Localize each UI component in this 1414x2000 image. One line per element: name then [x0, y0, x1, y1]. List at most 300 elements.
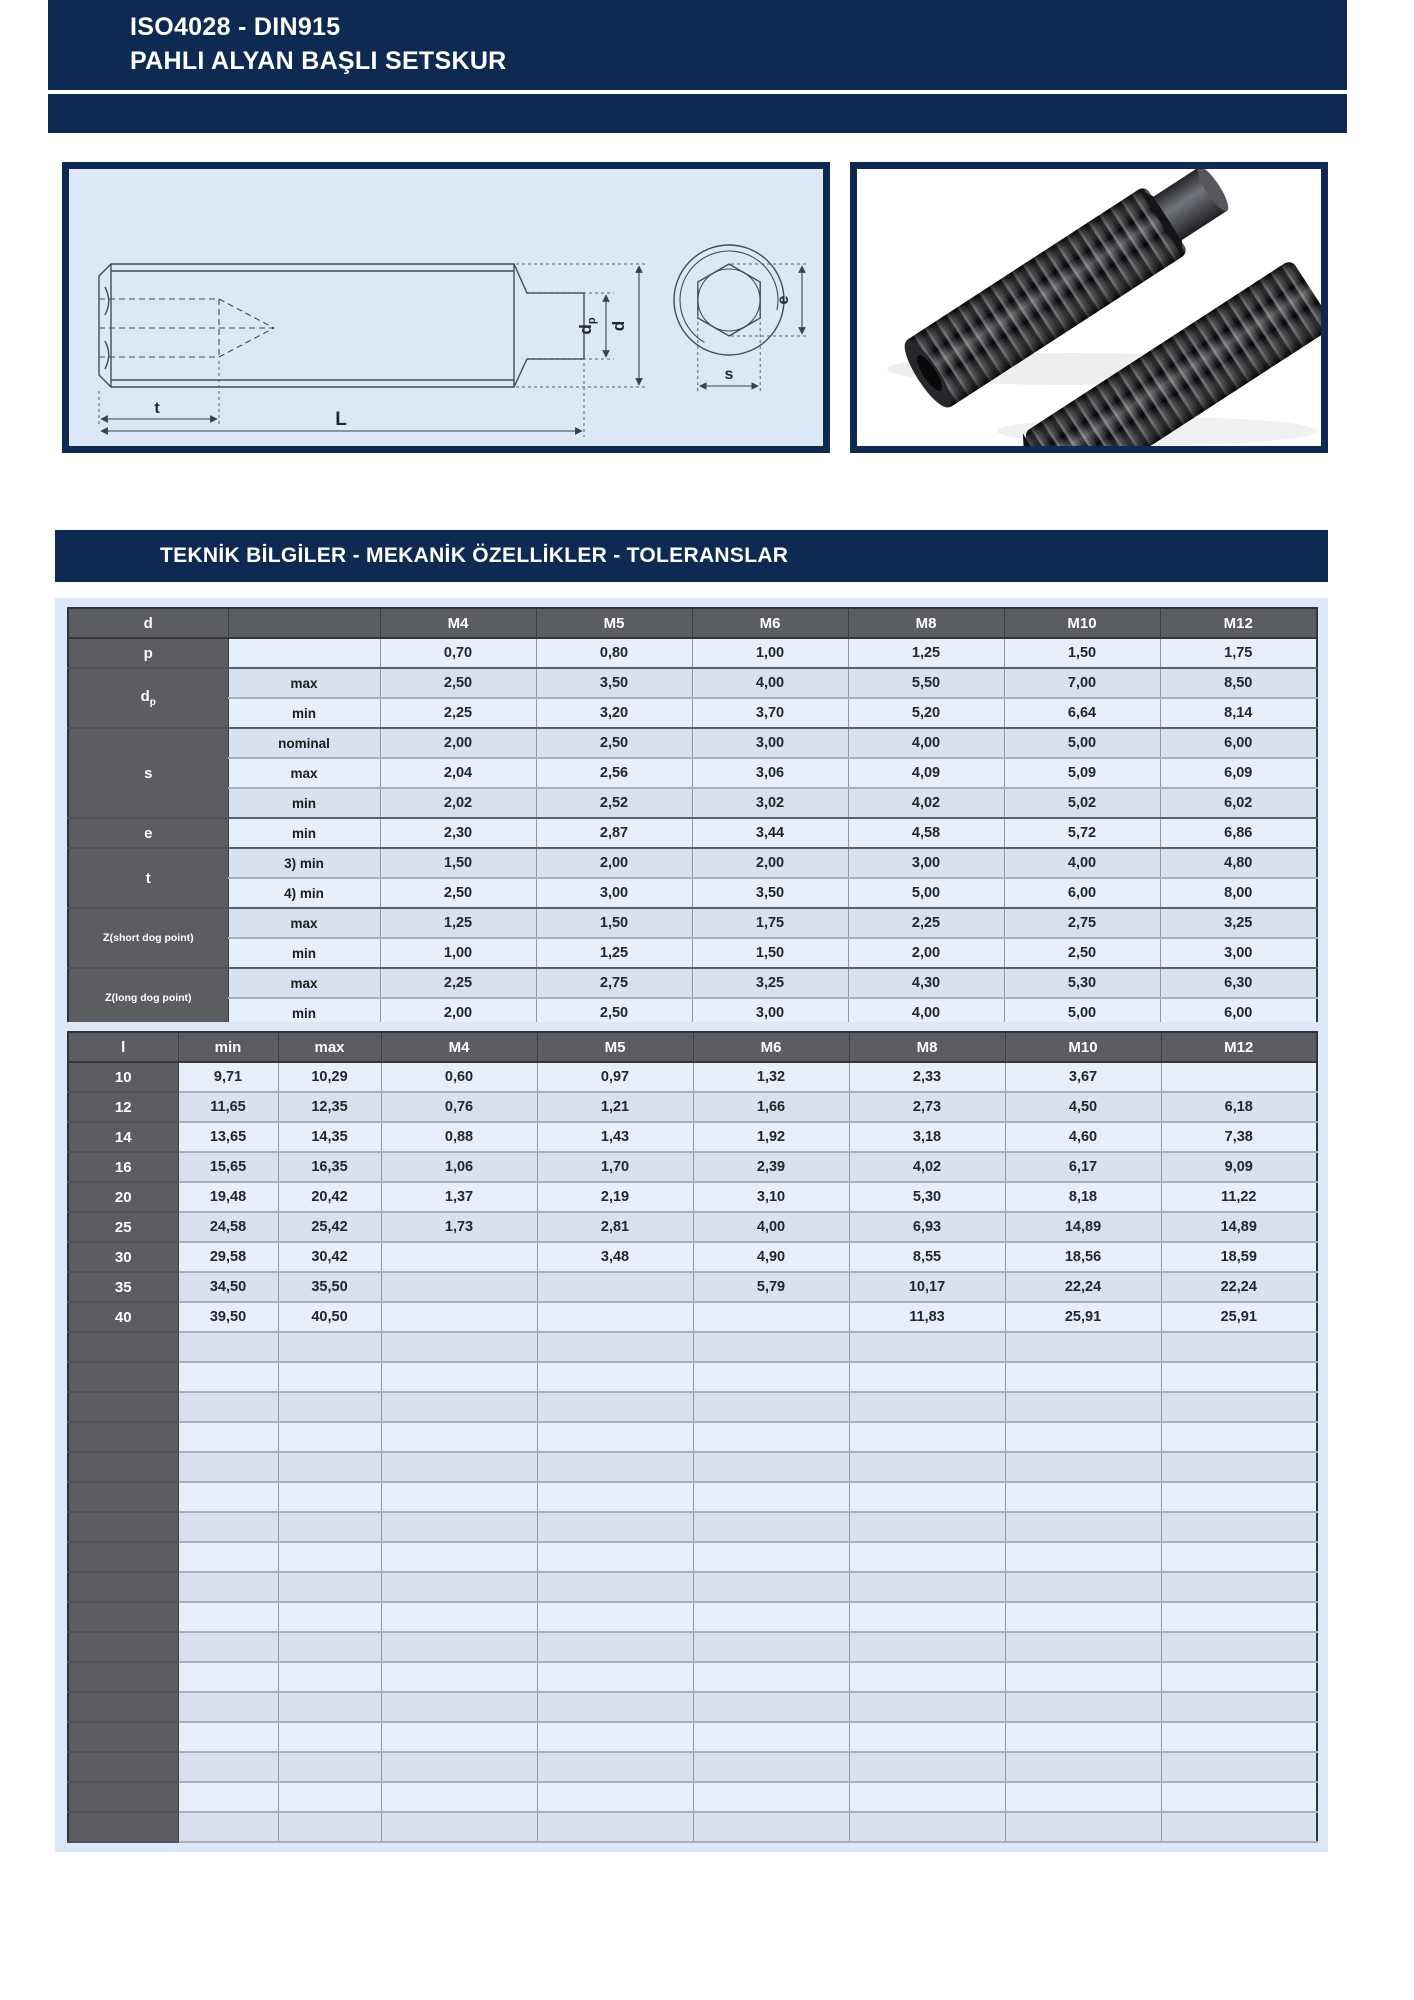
empty-cell	[537, 1632, 693, 1662]
value-cell: 6,02	[1160, 788, 1317, 818]
value-cell: 2,25	[380, 968, 536, 998]
empty-cell	[381, 1722, 537, 1752]
empty-table-row	[68, 1422, 1317, 1452]
value-cell: 4,58	[848, 818, 1004, 848]
value-cell: 2,75	[536, 968, 692, 998]
empty-cell	[1005, 1662, 1161, 1692]
table-header-row	[68, 1032, 1317, 1062]
empty-table-row	[68, 1572, 1317, 1602]
empty-cell	[178, 1662, 278, 1692]
empty-cell	[278, 1512, 381, 1542]
empty-cell	[1005, 1542, 1161, 1572]
value-cell: 4,30	[848, 968, 1004, 998]
column-header-size: M6	[692, 608, 848, 638]
value-cell: 5,20	[848, 698, 1004, 728]
length-label: 14	[68, 1122, 178, 1152]
doc-standard-title: ISO4028 - DIN915	[130, 13, 341, 41]
empty-cell	[1005, 1722, 1161, 1752]
column-header: l	[68, 1032, 178, 1062]
value-cell: 2,25	[380, 698, 536, 728]
table-row	[68, 1302, 1317, 1332]
header-banner	[48, 0, 1347, 133]
empty-table-row	[68, 1752, 1317, 1782]
row-sub-label	[228, 638, 380, 668]
lengths-table	[67, 1031, 1318, 1843]
empty-cell	[693, 1362, 849, 1392]
empty-cell	[1005, 1332, 1161, 1362]
empty-table-row	[68, 1362, 1317, 1392]
column-header: M5	[537, 1032, 693, 1062]
min-value: 39,50	[178, 1302, 278, 1332]
empty-cell	[849, 1782, 1005, 1812]
value-cell: 5,00	[1004, 728, 1160, 758]
empty-cell	[693, 1602, 849, 1632]
value-cell: 8,50	[1160, 668, 1317, 698]
column-header-size: M5	[536, 608, 692, 638]
value-cell: 2,33	[849, 1062, 1005, 1092]
empty-cell	[178, 1422, 278, 1452]
value-cell: 2,00	[536, 848, 692, 878]
empty-cell	[278, 1452, 381, 1482]
empty-cell	[178, 1332, 278, 1362]
length-label	[68, 1602, 178, 1632]
table-row	[68, 1122, 1317, 1152]
row-sub-label: max	[228, 668, 380, 698]
length-label	[68, 1812, 178, 1842]
value-cell: 1,75	[1160, 638, 1317, 668]
empty-cell	[693, 1482, 849, 1512]
value-cell: 22,24	[1005, 1272, 1161, 1302]
value-cell: 2,50	[536, 998, 692, 1028]
empty-table-row	[68, 1722, 1317, 1752]
empty-cell	[849, 1362, 1005, 1392]
empty-cell	[1005, 1362, 1161, 1392]
empty-cell	[849, 1482, 1005, 1512]
value-cell: 3,00	[848, 848, 1004, 878]
empty-cell	[381, 1392, 537, 1422]
max-value: 25,42	[278, 1212, 381, 1242]
empty-cell	[278, 1752, 381, 1782]
value-cell: 1,32	[693, 1062, 849, 1092]
table-header-row	[68, 608, 1317, 638]
value-cell: 2,04	[380, 758, 536, 788]
empty-cell	[178, 1632, 278, 1662]
empty-cell	[693, 1782, 849, 1812]
value-cell: 1,00	[692, 638, 848, 668]
value-cell: 5,50	[848, 668, 1004, 698]
empty-cell	[693, 1752, 849, 1782]
empty-cell	[1161, 1482, 1317, 1512]
empty-cell	[693, 1332, 849, 1362]
product-photo-svg	[857, 169, 1321, 446]
value-cell: 3,00	[692, 998, 848, 1028]
value-cell: 11,22	[1161, 1182, 1317, 1212]
table-row	[68, 668, 1317, 698]
length-label	[68, 1512, 178, 1542]
value-cell: 8,55	[849, 1242, 1005, 1272]
value-cell: 14,89	[1005, 1212, 1161, 1242]
max-value: 16,35	[278, 1152, 381, 1182]
value-cell: 0,76	[381, 1092, 537, 1122]
empty-cell	[537, 1482, 693, 1512]
empty-cell	[693, 1542, 849, 1572]
column-header: M4	[381, 1032, 537, 1062]
empty-cell	[278, 1572, 381, 1602]
empty-cell	[693, 1452, 849, 1482]
value-cell: 2,50	[536, 728, 692, 758]
dimension-dp	[529, 293, 614, 359]
max-value: 10,29	[278, 1062, 381, 1092]
empty-cell	[1161, 1452, 1317, 1482]
empty-cell	[849, 1662, 1005, 1692]
value-cell: 1,37	[381, 1182, 537, 1212]
value-cell: 6,00	[1160, 728, 1317, 758]
table-row	[68, 908, 1317, 938]
value-cell: 5,72	[1004, 818, 1160, 848]
lengths-table-panel	[55, 1022, 1328, 1852]
empty-cell	[278, 1482, 381, 1512]
row-sub-label: max	[228, 758, 380, 788]
empty-table-row	[68, 1512, 1317, 1542]
length-label: 35	[68, 1272, 178, 1302]
max-value: 14,35	[278, 1122, 381, 1152]
empty-cell	[381, 1482, 537, 1512]
empty-cell	[1005, 1422, 1161, 1452]
column-header-size: M4	[380, 608, 536, 638]
empty-cell	[1005, 1512, 1161, 1542]
empty-cell	[178, 1602, 278, 1632]
value-cell: 2,52	[536, 788, 692, 818]
empty-cell	[178, 1752, 278, 1782]
empty-cell	[693, 1392, 849, 1422]
value-cell: 4,90	[693, 1242, 849, 1272]
empty-cell	[1161, 1812, 1317, 1842]
empty-cell	[1005, 1452, 1161, 1482]
doc-product-title: PAHLI ALYAN BAŞLI SETSKUR	[130, 47, 507, 75]
value-cell: 11,83	[849, 1302, 1005, 1332]
empty-cell	[278, 1692, 381, 1722]
value-cell: 8,14	[1160, 698, 1317, 728]
value-cell: 8,18	[1005, 1182, 1161, 1212]
value-cell: 1,50	[536, 908, 692, 938]
value-cell: 3,67	[1005, 1062, 1161, 1092]
empty-cell	[537, 1422, 693, 1452]
table-row	[68, 698, 1317, 728]
empty-cell	[381, 1542, 537, 1572]
empty-table-row	[68, 1542, 1317, 1572]
value-cell: 1,50	[380, 848, 536, 878]
value-cell: 3,50	[536, 668, 692, 698]
empty-cell	[537, 1782, 693, 1812]
empty-cell	[278, 1392, 381, 1422]
max-value: 30,42	[278, 1242, 381, 1272]
empty-cell	[849, 1722, 1005, 1752]
value-cell	[537, 1272, 693, 1302]
table-row	[68, 968, 1317, 998]
value-cell: 5,30	[849, 1182, 1005, 1212]
empty-cell	[1161, 1542, 1317, 1572]
length-label	[68, 1572, 178, 1602]
empty-cell	[537, 1662, 693, 1692]
value-cell: 5,30	[1004, 968, 1160, 998]
empty-cell	[537, 1722, 693, 1752]
empty-cell	[1161, 1392, 1317, 1422]
table-row	[68, 1242, 1317, 1272]
empty-cell	[1005, 1572, 1161, 1602]
value-cell: 2,50	[1004, 938, 1160, 968]
column-header-size: M8	[848, 608, 1004, 638]
empty-cell	[178, 1362, 278, 1392]
empty-cell	[381, 1422, 537, 1452]
section-title-bar	[55, 530, 1328, 582]
empty-cell	[178, 1482, 278, 1512]
length-label	[68, 1482, 178, 1512]
empty-cell	[537, 1602, 693, 1632]
value-cell: 6,17	[1005, 1152, 1161, 1182]
empty-cell	[1161, 1512, 1317, 1542]
row-sub-label: max	[228, 908, 380, 938]
value-cell: 2,73	[849, 1092, 1005, 1122]
empty-cell	[381, 1512, 537, 1542]
length-label: 30	[68, 1242, 178, 1272]
technical-drawing-svg	[69, 169, 823, 446]
length-label: 40	[68, 1302, 178, 1332]
product-photo-panel	[850, 162, 1328, 453]
value-cell: 3,00	[536, 878, 692, 908]
value-cell: 0,97	[537, 1062, 693, 1092]
value-cell: 0,70	[380, 638, 536, 668]
empty-cell	[278, 1332, 381, 1362]
min-value: 11,65	[178, 1092, 278, 1122]
dimension-s	[698, 304, 760, 393]
value-cell: 1,06	[381, 1152, 537, 1182]
empty-cell	[537, 1752, 693, 1782]
empty-cell	[849, 1572, 1005, 1602]
length-label	[68, 1362, 178, 1392]
value-cell	[381, 1302, 537, 1332]
empty-cell	[849, 1512, 1005, 1542]
value-cell: 3,18	[849, 1122, 1005, 1152]
value-cell: 4,02	[849, 1152, 1005, 1182]
screw-side-view	[99, 264, 584, 387]
value-cell: 2,50	[380, 668, 536, 698]
value-cell: 5,00	[1004, 998, 1160, 1028]
empty-cell	[381, 1662, 537, 1692]
empty-cell	[178, 1452, 278, 1482]
row-group-label: e	[68, 818, 228, 848]
value-cell: 2,39	[693, 1152, 849, 1182]
min-value: 13,65	[178, 1122, 278, 1152]
row-sub-label: nominal	[228, 728, 380, 758]
value-cell: 4,02	[848, 788, 1004, 818]
value-cell: 1,92	[693, 1122, 849, 1152]
value-cell	[381, 1242, 537, 1272]
empty-cell	[1161, 1722, 1317, 1752]
value-cell: 1,25	[536, 938, 692, 968]
row-group-label: Z(long dog point)	[68, 968, 228, 1028]
empty-cell	[381, 1812, 537, 1842]
value-cell: 3,25	[1160, 908, 1317, 938]
empty-cell	[693, 1632, 849, 1662]
table-row	[68, 1272, 1317, 1302]
label-dp: d	[576, 324, 595, 335]
tolerances-table	[67, 607, 1318, 1029]
value-cell: 0,88	[381, 1122, 537, 1152]
label-e: e	[775, 295, 792, 305]
technical-drawing-panel	[62, 162, 830, 453]
length-label	[68, 1392, 178, 1422]
max-value: 20,42	[278, 1182, 381, 1212]
empty-cell	[537, 1692, 693, 1722]
column-header: min	[178, 1032, 278, 1062]
length-label	[68, 1752, 178, 1782]
empty-cell	[1161, 1662, 1317, 1692]
min-value: 24,58	[178, 1212, 278, 1242]
length-label: 25	[68, 1212, 178, 1242]
value-cell: 4,09	[848, 758, 1004, 788]
row-group-label: s	[68, 728, 228, 818]
value-cell: 6,09	[1160, 758, 1317, 788]
empty-cell	[849, 1812, 1005, 1842]
empty-cell	[849, 1422, 1005, 1452]
empty-cell	[278, 1422, 381, 1452]
empty-cell	[178, 1512, 278, 1542]
value-cell: 4,50	[1005, 1092, 1161, 1122]
value-cell: 3,10	[693, 1182, 849, 1212]
empty-cell	[537, 1512, 693, 1542]
value-cell: 6,86	[1160, 818, 1317, 848]
value-cell: 2,00	[848, 938, 1004, 968]
value-cell: 6,00	[1004, 878, 1160, 908]
value-cell	[537, 1302, 693, 1332]
empty-cell	[381, 1572, 537, 1602]
empty-cell	[693, 1512, 849, 1542]
value-cell	[381, 1272, 537, 1302]
value-cell: 2,02	[380, 788, 536, 818]
max-value: 35,50	[278, 1272, 381, 1302]
empty-cell	[1161, 1362, 1317, 1392]
length-label: 16	[68, 1152, 178, 1182]
empty-cell	[381, 1752, 537, 1782]
max-value: 12,35	[278, 1092, 381, 1122]
column-header: M6	[693, 1032, 849, 1062]
max-value: 40,50	[278, 1302, 381, 1332]
value-cell: 2,87	[536, 818, 692, 848]
empty-cell	[849, 1632, 1005, 1662]
row-group-label: t	[68, 848, 228, 908]
value-cell: 6,64	[1004, 698, 1160, 728]
column-header-size: M10	[1004, 608, 1160, 638]
empty-cell	[178, 1722, 278, 1752]
value-cell: 6,00	[1160, 998, 1317, 1028]
table-row	[68, 758, 1317, 788]
label-d: d	[609, 320, 628, 332]
empty-cell	[1161, 1632, 1317, 1662]
empty-cell	[1005, 1482, 1161, 1512]
row-group-label: Z(short dog point)	[68, 908, 228, 968]
empty-table-row	[68, 1692, 1317, 1722]
empty-cell	[537, 1362, 693, 1392]
min-value: 34,50	[178, 1272, 278, 1302]
value-cell: 8,00	[1160, 878, 1317, 908]
empty-cell	[278, 1362, 381, 1392]
value-cell	[1161, 1062, 1317, 1092]
value-cell: 10,17	[849, 1272, 1005, 1302]
empty-table-row	[68, 1452, 1317, 1482]
value-cell: 3,25	[692, 968, 848, 998]
empty-cell	[278, 1542, 381, 1572]
empty-cell	[849, 1752, 1005, 1782]
empty-cell	[1161, 1422, 1317, 1452]
empty-cell	[278, 1782, 381, 1812]
table-row	[68, 1062, 1317, 1092]
length-label	[68, 1632, 178, 1662]
value-cell: 1,25	[380, 908, 536, 938]
column-header: M10	[1005, 1032, 1161, 1062]
table-row	[68, 728, 1317, 758]
length-label	[68, 1542, 178, 1572]
value-cell: 3,00	[1160, 938, 1317, 968]
empty-cell	[178, 1812, 278, 1842]
min-value: 15,65	[178, 1152, 278, 1182]
value-cell: 1,25	[848, 638, 1004, 668]
empty-cell	[537, 1572, 693, 1602]
empty-cell	[178, 1782, 278, 1812]
empty-table-row	[68, 1482, 1317, 1512]
value-cell: 3,48	[537, 1242, 693, 1272]
value-cell: 5,02	[1004, 788, 1160, 818]
value-cell: 9,09	[1161, 1152, 1317, 1182]
empty-table-row	[68, 1812, 1317, 1842]
svg-text:dp	[576, 317, 598, 334]
value-cell: 18,56	[1005, 1242, 1161, 1272]
value-cell: 2,81	[537, 1212, 693, 1242]
row-sub-label: max	[228, 968, 380, 998]
value-cell: 3,00	[692, 728, 848, 758]
section-title: TEKNİK BİLGİLER - MEKANİK ÖZELLİKLER - TOLERANSLAR	[160, 544, 789, 567]
table-row	[68, 1212, 1317, 1242]
column-header-blank	[228, 608, 380, 638]
empty-cell	[1161, 1332, 1317, 1362]
value-cell: 22,24	[1161, 1272, 1317, 1302]
table-row	[68, 938, 1317, 968]
empty-cell	[381, 1602, 537, 1632]
empty-cell	[381, 1692, 537, 1722]
column-header: max	[278, 1032, 381, 1062]
value-cell: 1,66	[693, 1092, 849, 1122]
row-sub-label: min	[228, 788, 380, 818]
table-row	[68, 1152, 1317, 1182]
empty-cell	[381, 1632, 537, 1662]
value-cell: 14,89	[1161, 1212, 1317, 1242]
empty-cell	[849, 1602, 1005, 1632]
value-cell: 5,09	[1004, 758, 1160, 788]
value-cell: 6,93	[849, 1212, 1005, 1242]
empty-cell	[278, 1602, 381, 1632]
empty-cell	[1005, 1752, 1161, 1782]
value-cell: 1,00	[380, 938, 536, 968]
length-label	[68, 1452, 178, 1482]
length-label: 20	[68, 1182, 178, 1212]
empty-table-row	[68, 1782, 1317, 1812]
empty-cell	[1161, 1692, 1317, 1722]
empty-cell	[693, 1692, 849, 1722]
column-header: M8	[849, 1032, 1005, 1062]
min-value: 29,58	[178, 1242, 278, 1272]
column-header: M12	[1161, 1032, 1317, 1062]
value-cell: 2,00	[380, 728, 536, 758]
label-s: s	[724, 366, 734, 383]
